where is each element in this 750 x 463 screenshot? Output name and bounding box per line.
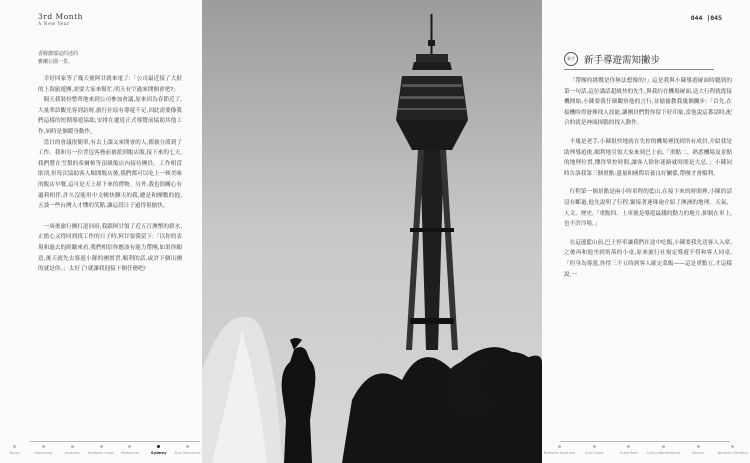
- paragraph: 行程第一個景點是兩小時車程的藍山,在接下來的時間裡,小陳的話沒有斷過,他先說明了行程,緊接著連珠砲介紹了澳洲的地理、天氣、人文、歷史,「重點四、上車後是導遊最錢的動力的地方,抑制在車上,也不許冷場。」: [564, 189, 732, 228]
- paragraph: 一周後旅行團打道回府,我跟阿甘領了近五百澳幣的薪水,正擔心又得回到找工作的日子時,阿甘要我留下:「以你的表現和過去的經驗來看,我們相信你應該有能力帶團,如果你願意,後天就先去導遊小隊的團實習,順利的話,或許下個出團的就是你。」太好了!就讓我迎接下個任務吧!: [38, 223, 182, 273]
- chapter-nav-item[interactable]: Melbourne: [115, 447, 144, 455]
- chapter-nav-item[interactable]: Great Reef: [611, 447, 646, 455]
- section-badge-icon: 新手: [564, 52, 578, 66]
- caption-line: 香醇濃郁這的述的: [38, 51, 79, 57]
- right-page: [542, 0, 750, 463]
- chapter-nav-item[interactable]: Sydney: [144, 447, 173, 455]
- chapter-nav-item[interactable]: Tainan: [0, 447, 29, 455]
- chapter-nav-item[interactable]: Cairns Wanderlands: [646, 447, 681, 455]
- section-heading: [564, 52, 660, 66]
- paragraph: 不幾是老手,小陳很快地就在失控的機場裡找到所有成員,介紹我是助理導遊後,順利地引領大家來到巴士前,「重點二、熟悉機場及景點的地理位置,懂得掌控時間,讓客人除你迷路就時間是大忌。」小陳同時告訴我第三個重點:盡量和國際培養良好關係,帶團才會順利。: [564, 138, 732, 177]
- chapter-nav-item[interactable]: Australia: [58, 447, 87, 455]
- chapter-nav-item[interactable]: Northern Territory: [715, 447, 750, 455]
- nav-line-right: [560, 441, 730, 442]
- month-header: [38, 12, 83, 27]
- chapter-nav-item[interactable]: Gold Coast: [577, 447, 612, 455]
- left-page: [0, 0, 202, 463]
- chapter-nav-right: [542, 447, 750, 455]
- right-body-text: [564, 76, 732, 280]
- left-body-text: [38, 74, 182, 275]
- heading-divider: [564, 69, 714, 70]
- photo-caption: [38, 50, 78, 66]
- chapter-nav-item[interactable]: Darwin: [681, 447, 716, 455]
- chapter-nav-left: [0, 447, 202, 455]
- paragraph: 隔天我裝扮整齊地來到公司參加會議,原來因為春節近了,大量華語觀光客到訪時,旅行社原有導遊不足,因此需要像我們這樣的短期導遊協助,安排在遷返正式導覽前協助其他工作,屆時是個暖身動作。: [38, 97, 182, 135]
- month-subtitle: A New Year: [38, 22, 70, 27]
- paragraph: 「帶團的挑戰是你無法想像的!」這是我與小陳導遊碰面時聽到的第一句話,這位講話超級快的先生,與我約在機場碰面,送大行程就從接機開始,小陳要我仔細觀察他的言行,並偷偷教我幾個撇步:「首先,在接機時得發揮找人技能,讓團員們對你留下好印象,當他說這番話時,配合的就是神頭探腦的找人動作。: [564, 78, 732, 127]
- section-title: 新手導遊需知撇步: [584, 55, 661, 66]
- sydney-tower-image: [202, 0, 542, 463]
- chapter-nav-item[interactable]: Kaohsiung: [29, 447, 58, 455]
- chapter-nav-item[interactable]: Brisbane Coast: [87, 447, 116, 455]
- nav-line-left: [30, 441, 200, 442]
- sydney-tower-photo: [202, 0, 542, 463]
- chapter-nav-item[interactable]: Brisbane Australia: [542, 447, 577, 455]
- page-numbers: 044 |045: [690, 14, 722, 22]
- paragraph: 幸好回家等了幾天後阿甘就來電了:「公司最近接了大批的上海旅遊團,需要大家來幫忙,明天有空過來開個會吧?」: [38, 76, 182, 93]
- paragraph: 在這邊藍山前,巴士停車讓我們在途中吃飯,小陳要我先送客人入席,之後再和他坐到角落的小桌,原來旅行社規定導遊不得和客人同桌,「但身為導遊,你得三不五時到客人確定菜飯——這是重點五,才這樣說,一: [564, 239, 732, 278]
- month-title: 3rd Month: [38, 12, 83, 21]
- caption-line: 雅蘭公園一景。: [38, 59, 74, 65]
- chapter-nav-item[interactable]: Blue Mountains: [173, 447, 202, 455]
- paragraph: 當日的會議很簡單,有去上課又來開會的人,都被分派到了工作。我和另一位背包客務前被派到飯店服,接下來的七天,我們將在雪梨的希爾頓等頂級飯店內接待團員。工作相當貼別,但每次協助客人順開飯店後,我們都可以吃上一頓美味的飯店早餐,這可是天上掉下來的禮物。另外,我也很關心有適莉相伴,許久沒能用中文暢快聊天的我,總是和團數的抱,五談一些台灣人才懂的笑點,讓這段日子過得很愉快。: [38, 139, 182, 210]
